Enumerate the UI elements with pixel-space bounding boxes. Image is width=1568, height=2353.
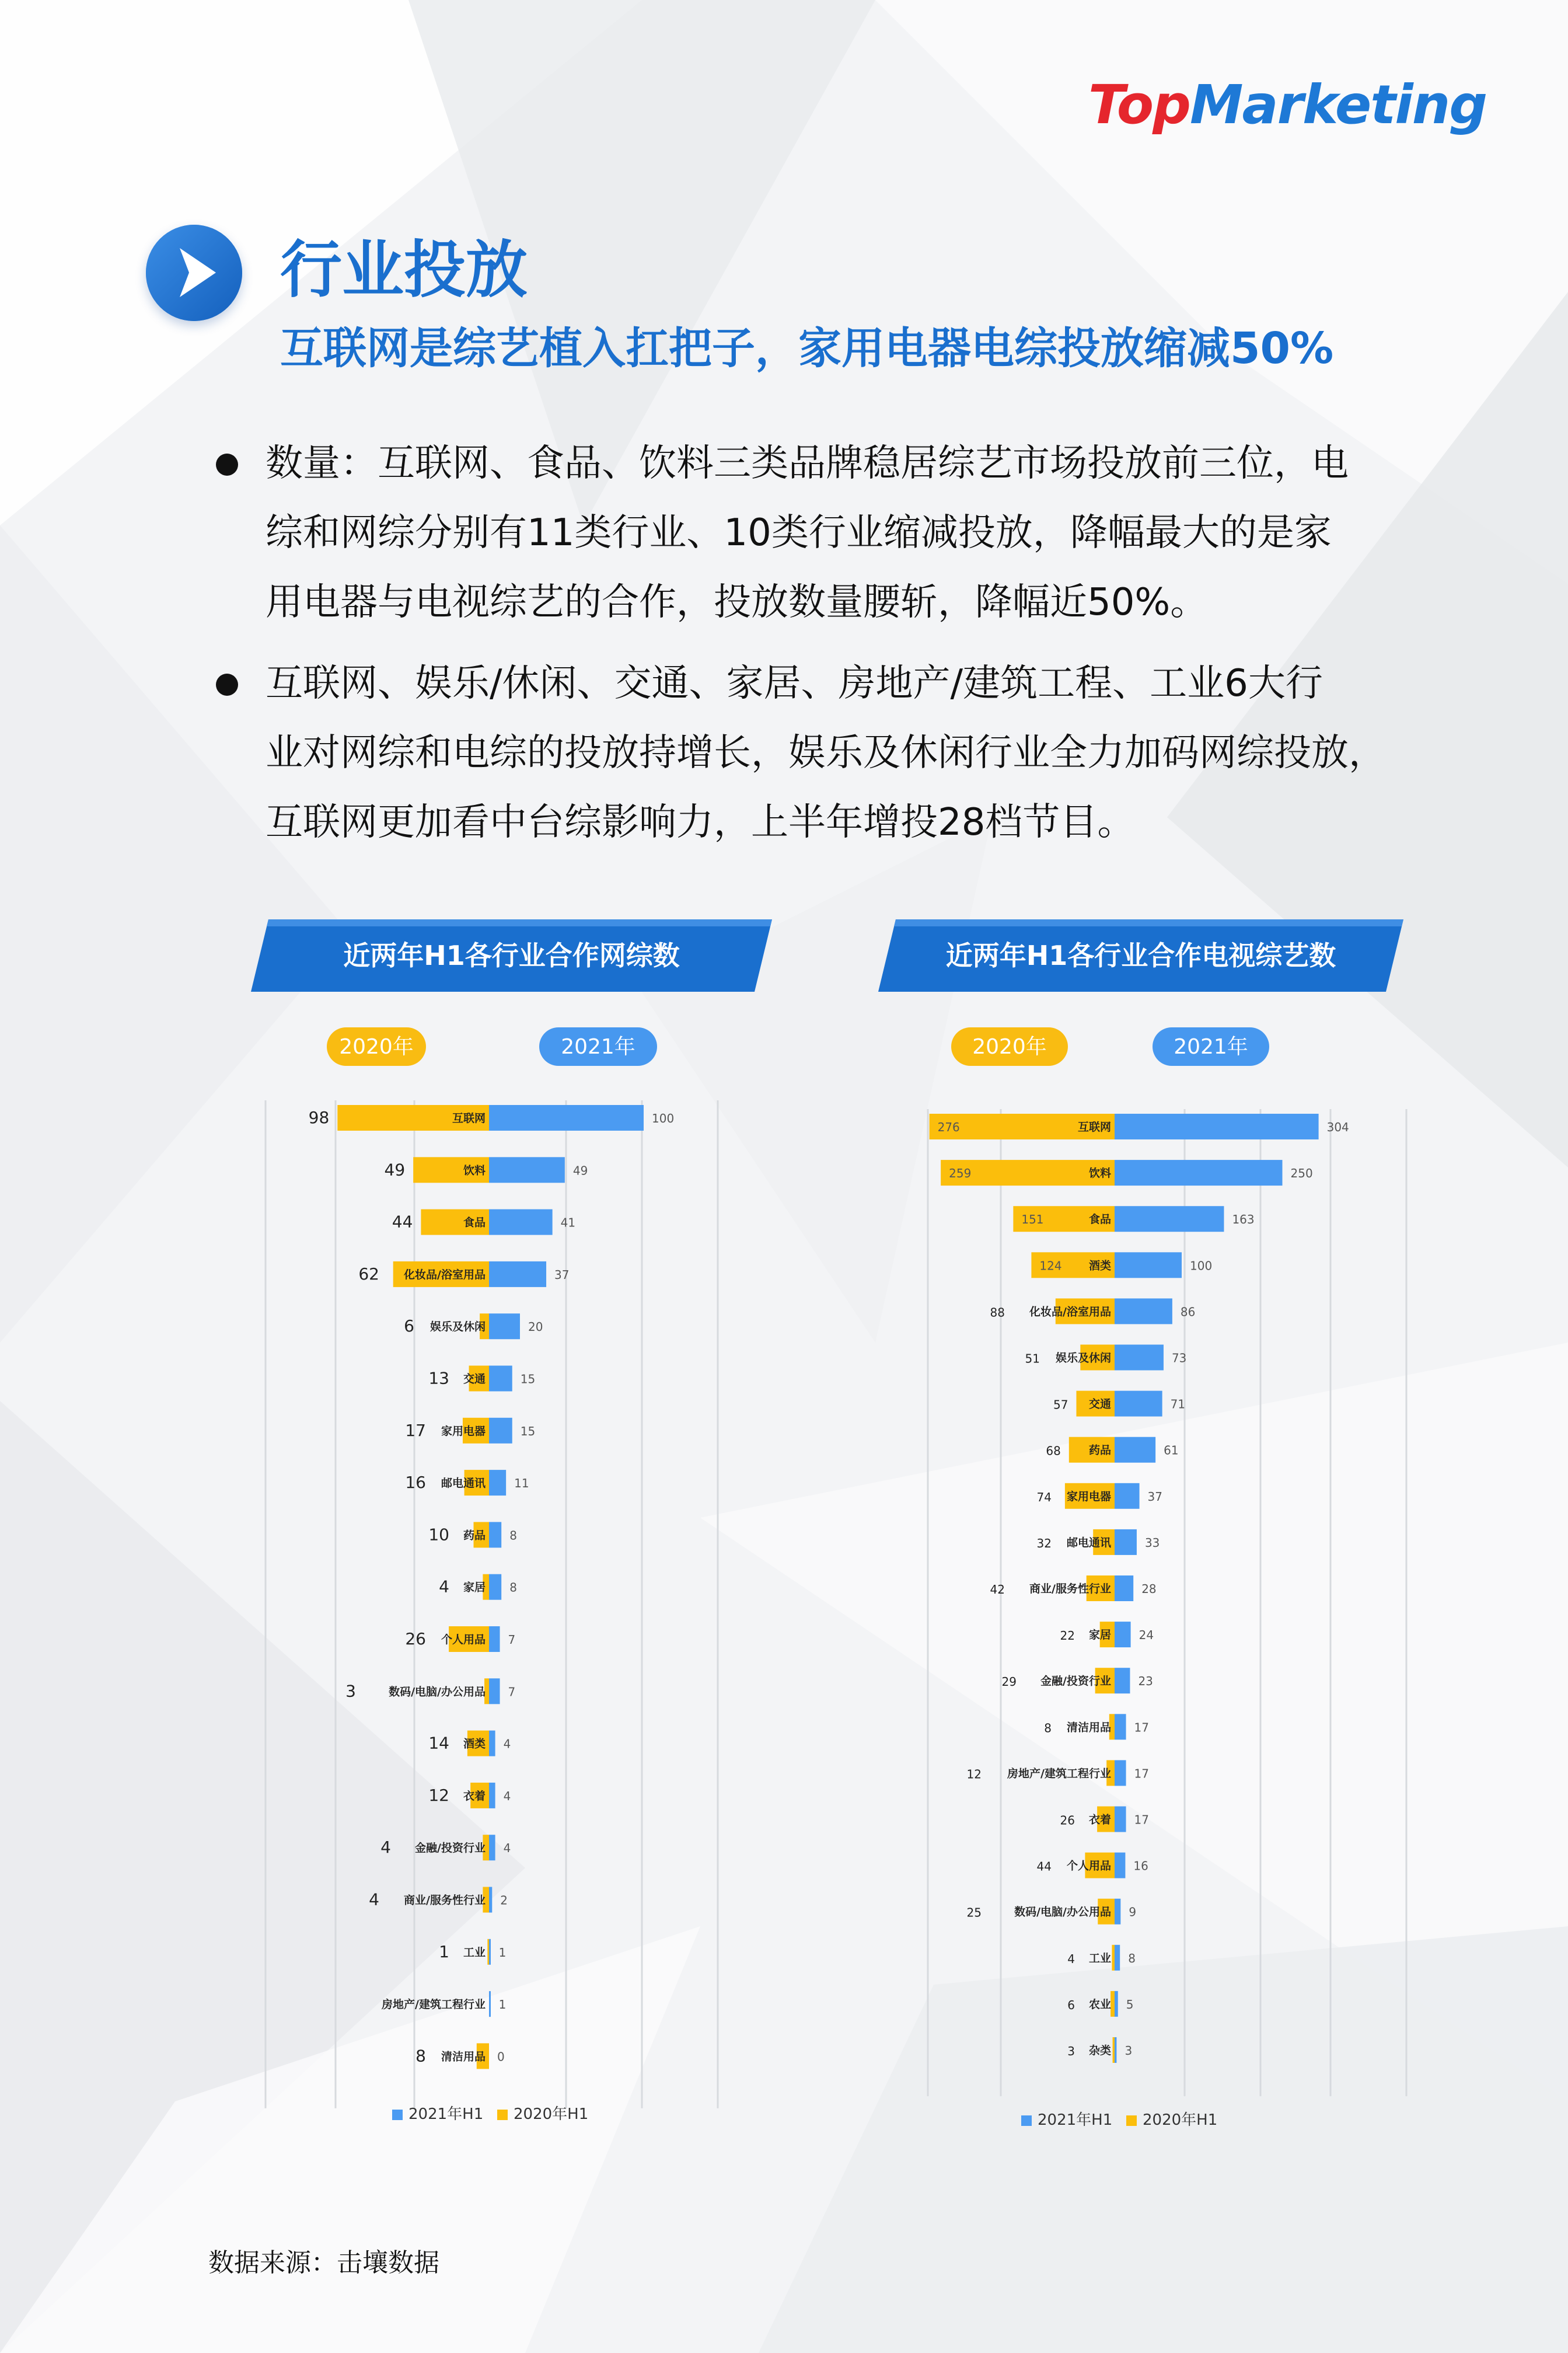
value-label-2020: 10	[428, 1525, 449, 1545]
value-label-2020: 124	[1039, 1259, 1062, 1273]
bar-2020	[1113, 2037, 1115, 2063]
category-label: 清洁用品	[1066, 1721, 1111, 1734]
bar-2021	[1115, 1853, 1125, 1878]
category-label: 交通	[463, 1372, 486, 1386]
category-label: 家居	[1088, 1629, 1111, 1642]
value-label-2020: 8	[415, 2046, 426, 2066]
legend-swatch-2020	[497, 2110, 508, 2120]
category-label: 家用电器	[441, 1424, 486, 1438]
value-label-2020: 12	[428, 1785, 449, 1805]
category-label: 家居	[463, 1581, 486, 1594]
value-label-2020: 13	[428, 1368, 449, 1388]
legend-label-2020: 2020年H1	[1143, 2111, 1218, 2129]
category-label: 食品	[1088, 1213, 1111, 1226]
bar-2021	[489, 1366, 512, 1392]
value-label-2021: 3	[1125, 2044, 1133, 2058]
value-label-2020: 16	[405, 1473, 426, 1493]
value-label-2020: 29	[1001, 1675, 1017, 1689]
bar-2021	[489, 1574, 501, 1600]
category-label: 杂类	[1088, 2044, 1111, 2057]
bar-2021	[1115, 1252, 1182, 1278]
value-label-2021: 11	[514, 1476, 529, 1491]
value-label-2020: 14	[428, 1733, 449, 1753]
bullet-line: 数量：互联网、食品、饮料三类品牌稳居综艺市场投放前三位，电	[266, 442, 1349, 485]
bullet-line: 互联网、娱乐/休闲、交通、家居、房地产/建筑工程、工业6大行	[266, 662, 1323, 705]
section-subtitle: 互联网是综艺植入扛把子，家用电器电综投放缩减50%	[280, 323, 1334, 374]
bar-2020	[1110, 1991, 1115, 2017]
bar-2021	[489, 1939, 491, 1965]
bar-2021	[489, 1157, 565, 1183]
category-label: 互联网	[452, 1112, 486, 1125]
value-label-2020: 151	[1021, 1212, 1044, 1227]
pill-2021-label: 2021年	[561, 1035, 635, 1059]
value-label-2021: 0	[497, 2049, 505, 2064]
bar-2021	[489, 1313, 520, 1339]
bar-2021	[1115, 1945, 1120, 1971]
value-label-2020: 3	[345, 1681, 356, 1701]
legend-label-2020: 2020年H1	[514, 2106, 589, 2123]
category-label: 邮电通讯	[1066, 1536, 1111, 1549]
bar-2021	[489, 1105, 644, 1131]
value-label-2021: 163	[1232, 1212, 1255, 1227]
category-label: 金融/投资行业	[415, 1842, 486, 1855]
bullet-line: 综和网综分别有11类行业、10类行业缩减投放，降幅最大的是家	[266, 511, 1332, 555]
pill-2020-label: 2020年	[339, 1035, 414, 1059]
value-label-2020: 62	[358, 1264, 379, 1284]
bullet-line: 用电器与电视综艺的合作，投放数量腰斩，降幅近50%。	[266, 581, 1208, 624]
category-label: 药品	[463, 1529, 486, 1542]
data-source: 数据来源：击壤数据	[208, 2248, 439, 2278]
category-label: 清洁用品	[441, 2050, 486, 2063]
value-label-2021: 7	[508, 1633, 516, 1647]
value-label-2021: 5	[1126, 1997, 1134, 2012]
value-label-2021: 7	[508, 1685, 516, 1699]
category-label: 酒类	[463, 1737, 486, 1751]
tv-variety-chart	[910, 1027, 1436, 2142]
bullet-dot-icon	[216, 454, 238, 476]
bar-2021	[1115, 1391, 1162, 1417]
value-label-2020: 1	[439, 1941, 449, 1961]
bar-2021	[489, 1783, 495, 1808]
bar-2021	[489, 1522, 501, 1547]
value-label-2021: 8	[509, 1528, 517, 1543]
bar-2021	[1115, 1345, 1164, 1371]
category-label: 数码/电脑/办公用品	[1014, 1905, 1111, 1919]
chart-title: 近两年H1各行业合作网综数	[343, 940, 680, 971]
bar-2021	[489, 1678, 500, 1704]
bar-2020	[487, 1939, 489, 1965]
category-label: 食品	[463, 1216, 486, 1229]
value-label-2021: 73	[1171, 1351, 1187, 1365]
bar-2021	[1115, 1714, 1126, 1740]
value-label-2021: 15	[520, 1424, 536, 1438]
value-label-2021: 100	[1190, 1259, 1213, 1273]
value-label-2021: 28	[1141, 1582, 1157, 1596]
value-label-2021: 61	[1164, 1443, 1179, 1458]
value-label-2020: 44	[392, 1212, 413, 1232]
value-label-2020: 68	[1046, 1444, 1061, 1458]
value-label-2020: 32	[1036, 1536, 1052, 1550]
section-title: 行业投放	[280, 234, 528, 306]
bar-2021	[489, 1991, 491, 2017]
value-label-2020: 6	[1067, 1998, 1075, 2012]
value-label-2020: 49	[384, 1160, 406, 1180]
value-label-2020: 25	[966, 1905, 982, 1920]
bullet-dot-icon	[216, 674, 238, 696]
value-label-2021: 33	[1144, 1535, 1160, 1550]
value-label-2020: 17	[405, 1420, 426, 1440]
bar-2021	[1115, 1807, 1126, 1832]
value-label-2021: 71	[1170, 1397, 1186, 1411]
pill-2020-label: 2020年	[972, 1035, 1047, 1059]
bullet-line: 互联网更加看中台综影响力，上半年增投28档节目。	[266, 801, 1135, 844]
value-label-2021: 17	[1134, 1812, 1150, 1827]
category-label: 酒类	[1088, 1259, 1111, 1273]
value-label-2020: 3	[1067, 2044, 1075, 2058]
bar-2021	[489, 1418, 512, 1444]
value-label-2020: 42	[990, 1582, 1005, 1596]
value-label-2020: 4	[380, 1838, 391, 1857]
value-label-2021: 250	[1290, 1166, 1313, 1181]
value-label-2020: 57	[1053, 1397, 1068, 1412]
bar-2021	[1115, 1114, 1319, 1139]
category-label: 衣着	[463, 1789, 486, 1803]
value-label-2020: 259	[949, 1166, 972, 1181]
value-label-2021: 8	[1128, 1951, 1136, 1965]
value-label-2020: 4	[1067, 1951, 1075, 1966]
category-label: 数码/电脑/办公用品	[389, 1685, 486, 1699]
category-label: 金融/投资行业	[1040, 1675, 1111, 1688]
bar-2021	[489, 1261, 546, 1287]
bar-2021	[489, 1887, 492, 1913]
bullet-item	[216, 649, 1424, 857]
category-label: 商业/服务性行业	[1029, 1582, 1111, 1595]
value-label-2021: 4	[503, 1841, 511, 1856]
value-label-2021: 100	[652, 1111, 675, 1125]
bar-2021	[1115, 1622, 1131, 1647]
category-label: 工业	[1088, 1951, 1111, 1965]
bar-2021	[1115, 1437, 1155, 1463]
legend-swatch-2021	[392, 2110, 403, 2120]
category-label: 家用电器	[1066, 1490, 1111, 1503]
category-label: 房地产/建筑工程行业	[382, 1998, 486, 2012]
bar-2021	[1115, 1899, 1120, 1925]
value-label-2021: 2	[500, 1893, 508, 1908]
chart-title: 近两年H1各行业合作电视综艺数	[945, 940, 1336, 971]
category-label: 个人用品	[441, 1633, 486, 1646]
category-label: 邮电通讯	[441, 1477, 486, 1490]
value-label-2020: 74	[1036, 1490, 1052, 1504]
value-label-2021: 4	[503, 1737, 511, 1751]
value-label-2020: 51	[1025, 1351, 1040, 1366]
value-label-2020: 4	[369, 1890, 379, 1909]
bar-2021	[1115, 1668, 1130, 1693]
pill-2021-label: 2021年	[1174, 1035, 1248, 1059]
value-label-2020: 26	[405, 1629, 426, 1648]
category-label: 互联网	[1077, 1121, 1111, 1134]
value-label-2021: 37	[554, 1267, 570, 1282]
value-label-2021: 8	[509, 1580, 517, 1595]
value-label-2021: 17	[1134, 1766, 1150, 1781]
logo-part-marketing: Marketing	[1189, 74, 1487, 136]
value-label-2020: 6	[404, 1316, 414, 1336]
category-label: 农业	[1088, 1998, 1111, 2011]
value-label-2020: 276	[937, 1120, 960, 1134]
value-label-2020: 88	[990, 1305, 1005, 1320]
category-label: 化妆品/浴室用品	[404, 1268, 486, 1281]
bar-2021	[489, 1209, 553, 1235]
value-label-2021: 1	[498, 1945, 507, 1960]
logo-part-top: Top	[1088, 74, 1190, 136]
value-label-2021: 17	[1134, 1720, 1150, 1735]
legend-label-2021: 2021年H1	[1038, 2111, 1113, 2129]
value-label-2021: 23	[1138, 1674, 1153, 1689]
topmarketing-logo	[1088, 67, 1526, 143]
value-label-2020: 4	[439, 1577, 449, 1596]
bar-2021	[1115, 1575, 1133, 1601]
legend-swatch-2021	[1021, 2115, 1032, 2126]
value-label-2020: 8	[1044, 1721, 1052, 1735]
category-label: 娱乐及休闲	[429, 1320, 486, 1334]
category-label: 房地产/建筑工程行业	[1007, 1767, 1111, 1780]
value-label-2020: 44	[1036, 1859, 1052, 1874]
bar-2020	[1112, 1945, 1115, 1971]
bar-2021	[1115, 1206, 1224, 1232]
value-label-2021: 41	[560, 1215, 576, 1230]
value-label-2021: 24	[1139, 1628, 1154, 1643]
value-label-2021: 86	[1180, 1305, 1196, 1319]
legend-label-2021: 2021年H1	[408, 2106, 484, 2123]
bar-2021	[489, 1835, 495, 1860]
online-variety-chart	[263, 1027, 799, 2142]
category-label: 饮料	[463, 1164, 486, 1177]
chart-header-online	[251, 919, 772, 992]
chart-header-tv	[878, 919, 1403, 992]
value-label-2021: 37	[1147, 1489, 1163, 1504]
legend-swatch-2020	[1126, 2115, 1137, 2126]
category-label: 商业/服务性行业	[404, 1894, 486, 1907]
bullet-line: 业对网综和电综的投放持增长，娱乐及休闲行业全力加码网综投放，	[266, 731, 1386, 775]
value-label-2020: 98	[308, 1108, 330, 1127]
category-label: 工业	[463, 1946, 486, 1959]
category-label: 个人用品	[1066, 1859, 1111, 1873]
chevron-right-icon	[146, 225, 242, 321]
value-label-2020: 26	[1060, 1813, 1075, 1828]
category-label: 药品	[1088, 1444, 1111, 1457]
bar-2021	[1115, 1483, 1140, 1509]
value-label-2021: 1	[498, 1998, 507, 2012]
value-label-2020: 12	[966, 1767, 982, 1782]
value-label-2021: 304	[1326, 1120, 1349, 1134]
bullet-list	[216, 429, 1424, 869]
category-label: 交通	[1088, 1397, 1111, 1411]
value-label-2021: 9	[1129, 1905, 1137, 1919]
category-label: 饮料	[1088, 1167, 1111, 1180]
value-label-2021: 20	[528, 1320, 543, 1334]
bar-2021	[489, 1731, 495, 1756]
bar-2021	[489, 1626, 500, 1652]
value-label-2021: 16	[1133, 1859, 1148, 1873]
category-label: 娱乐及休闲	[1055, 1351, 1111, 1365]
bar-2021	[1115, 1160, 1283, 1186]
bar-2021	[489, 1470, 506, 1496]
bar-2021	[1115, 2037, 1116, 2063]
bar-2021	[1115, 1529, 1137, 1555]
category-label: 化妆品/浴室用品	[1029, 1305, 1111, 1319]
value-label-2021: 49	[572, 1163, 588, 1178]
category-label: 衣着	[1088, 1813, 1111, 1826]
bullet-item	[216, 429, 1424, 637]
bar-2021	[1115, 1760, 1126, 1786]
value-label-2020: 22	[1060, 1629, 1075, 1643]
bar-2021	[1115, 1298, 1172, 1324]
value-label-2021: 4	[503, 1789, 511, 1803]
bar-2021	[1115, 1991, 1118, 2017]
value-label-2021: 15	[520, 1372, 536, 1386]
